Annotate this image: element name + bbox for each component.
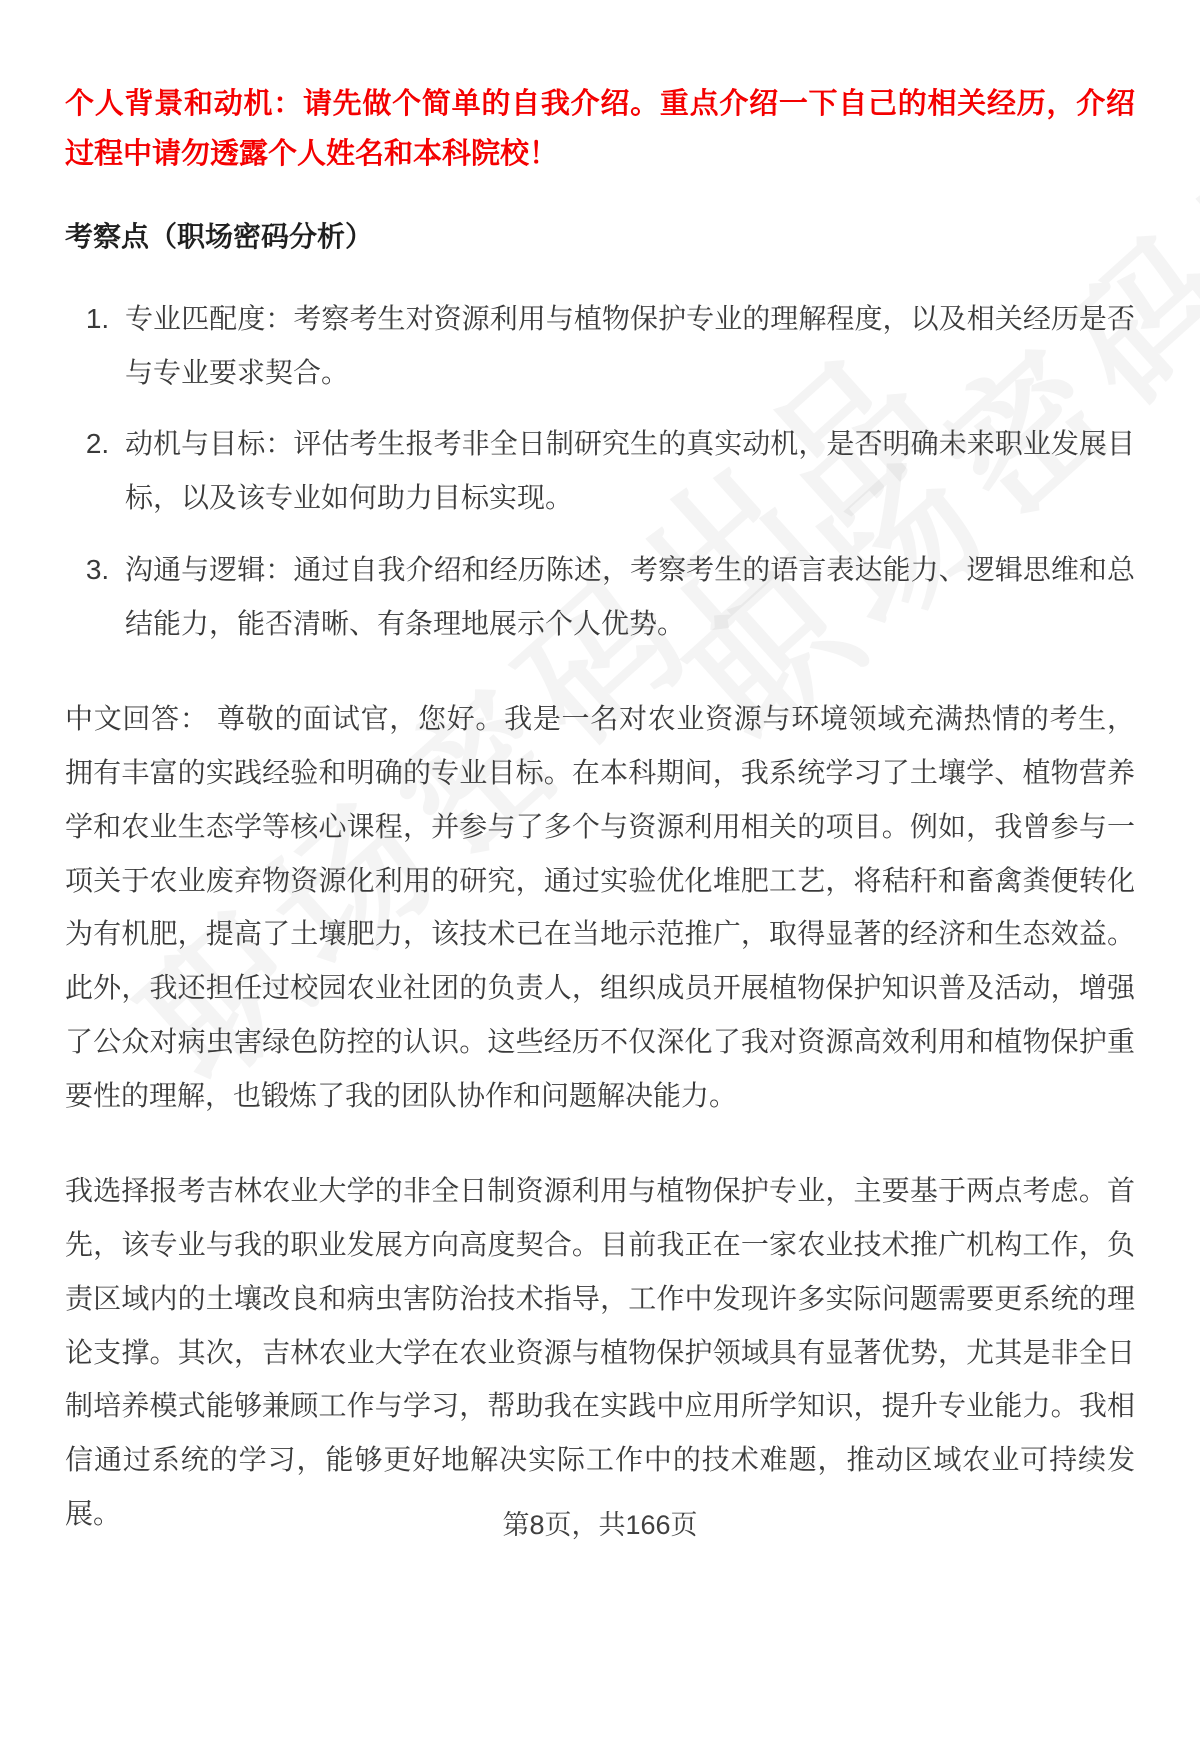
question-heading: 个人背景和动机：请先做个简单的自我介绍。重点介绍一下自己的相关经历，介绍过程中请勿透露个人姓名和本科院校！ (65, 88, 1135, 170)
list-item-motivation-goal: 2. 动机与目标：评估考生报考非全日制研究生的真实动机，是否明确未来职业发展目标，以及该专业如何助力目标实现。 (117, 417, 1135, 525)
section-heading: 考察点（职场密码分析） (65, 220, 374, 252)
paragraph-chinese-answer: 中文回答： 尊敬的面试官，您好。我是一名对农业资源与环境领域充满热情的考生，拥有丰富的实践经验和明确的专业目标。在本科期间，我系统学习了土壤学、植物营养学和农业生态学等核心课程，并参与了多个与资源利用相关的项目。例如，我曾参与一项关于农业废弃物资源化利用的研究，通过实验优化堆肥工艺，将秸秆和畜禽粪便转化为有机肥，提高了土壤肥力，该技术已在当地示范推广，取得显著的经济和生态效益。此外，我还担任过校园农业社团的负责人，组织成员开展植物保护知识普及活动，增强了公众对病虫害绿色防控的认识。这些经历不仅深化了我对资源高效利用和植物保护重要性的理解，也锻炼了我的团队协作和问题解决能力。 (65, 703, 1135, 1111)
page-content (65, 80, 1135, 1541)
assessment-list (65, 292, 1135, 651)
list-item-communication-logic: 3. 沟通与逻辑：通过自我介绍和经历陈述，考察考生的语言表达能力、逻辑思维和总结能力，能否清晰、有条理地展示个人优势。 (117, 543, 1135, 651)
paragraph-application-motivation: 我选择报考吉林农业大学的非全日制资源利用与植物保护专业，主要基于两点考虑。首先，该专业与我的职业发展方向高度契合。目前我正在一家农业技术推广机构工作，负责区域内的土壤改良和病虫害防治技术指导，工作中发现许多实际问题需要更系统的理论支撑。其次，吉林农业大学在农业资源与植物保护领域具有显著优势，尤其是非全日制培养模式能够兼顾工作与学习，帮助我在实践中应用所学知识，提升专业能力。我相信通过系统的学习，能够更好地解决实际工作中的技术难题，推动区域农业可持续发展。 (65, 1175, 1135, 1529)
page-footer: 第8页，共166页 (502, 1510, 698, 1540)
list-item-professional-match: 1. 专业匹配度：考察考生对资源利用与植物保护专业的理解程度，以及相关经历是否与专业要求契合。 (117, 292, 1135, 400)
